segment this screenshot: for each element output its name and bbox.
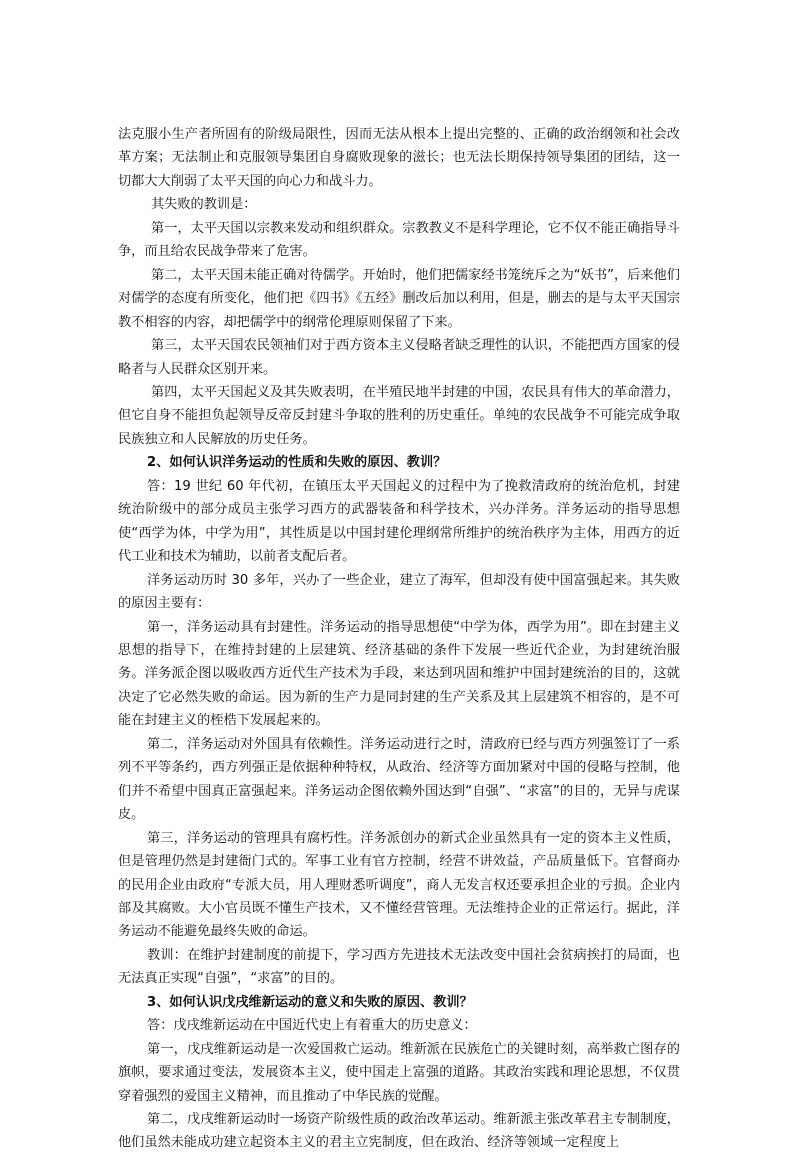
paragraph-failure-intro: 洋务运动历时 30 多年，兴办了一些企业，建立了海军，但却没有使中国富强起来。其失败的原因主要有： bbox=[118, 572, 680, 612]
paragraph-significance-1: 第一，戊戌维新运动是一次爱国救亡运动。维新派在民族危亡的关键时刻，高举救亡图存的旗帜，要求通过变法，发展资本主义，使中国走上富强的道路。其政治实践和理论思想，不仅贯穿着强烈的爱国主义精神，而且推动了中华民族的觉醒。 bbox=[118, 1041, 680, 1104]
paragraph-lesson-1: 第一，太平天国以宗教来发动和组织群众。宗教教义不是科学理论，它不仅不能正确指导斗争，而且给农民战争带来了危害。 bbox=[118, 220, 680, 260]
paragraph-failure-3: 第三，洋务运动的管理具有腐朽性。洋务派创办的新式企业虽然具有一定的资本主义性质，但是管理仍然是封建衙门式的。军事工业有官方控制，经营不讲效益，产品质量低下。官督商办的民用企业由政府“专派大员，用人理财悉听调度”，商人无发言权还要承担企业的亏损。企业内部及其腐败。大小官员既不懂生产技术，又不懂经营管理。无法维持企业的正常运行。据此，洋务运动不能避免最终失败的命运。 bbox=[118, 830, 680, 940]
document-page bbox=[118, 123, 680, 1155]
question-heading-3: 3、如何认识戊戌维新运动的意义和失败的原因、教训？ bbox=[147, 994, 473, 1010]
paragraph-lesson-4: 第四，太平天国起义及其失败表明，在半殖民地半封建的中国，农民具有伟大的革命潜力，但它自身不能担负起领导反帝反封建斗争取的胜利的历史重任。单纯的农民战争不可能完成争取民族独立和人民解放的历史任务。 bbox=[118, 384, 680, 447]
paragraph-significance-2: 第二，戊戌维新运动时一场资产阶级性质的政治改革运动。维新派主张改革君主专制制度，他们虽然未能成功建立起资本主义的君主立宪制度，但在政治、经济等领域一定程度上 bbox=[118, 1112, 680, 1151]
question-heading-2: 2、如何认识洋务运动的性质和失败的原因、教训？ bbox=[147, 455, 447, 471]
paragraph-failure-1: 第一，洋务运动具有封建性。洋务运动的指导思想使“中学为体，西学为用”。即在封建主义思想的指导下，在维持封建的上层建筑、经济基础的条件下发展一些近代企业，为封建统治服务。洋务派企图以吸收西方近代生产技术为手段，来达到巩固和维护中国封建统治的目的，这就决定了它必然失败的命运。因为新的生产力是同封建的生产关系及其上层建筑不相容的，是不可能在封建主义的桎梏下发展起来的。 bbox=[118, 619, 680, 729]
paragraph-answer-2: 答：19 世纪 60 年代初，在镇压太平天国起义的过程中为了挽救清政府的统治危机，封建统治阶级中的部分成员主张学习西方的武器装备和科学技术，兴办洋务。洋务运动的指导思想使“西学为体，中学为用”，其性质是以中国封建伦理纲常所维护的统治秩序为主体，用西方的近代工业和技术为辅助，以前者支配后者。 bbox=[118, 478, 680, 565]
paragraph-lessons-intro: 其失败的教训是： bbox=[151, 197, 257, 213]
paragraph-lesson-summary: 教训：在维护封建制度的前提下，学习西方先进技术无法改变中国社会贫病挨打的局面，也无法真正实现“自强”，“求富”的目的。 bbox=[118, 947, 680, 987]
paragraph-lesson-2: 第二，太平天国未能正确对待儒学。开始时，他们把儒家经书笼统斥之为“妖书”，后来他们对儒学的态度有所变化，他们把《四书》《五经》删改后加以利用，但是，删去的是与太平天国宗教不相容的内容，却把儒学中的纲常伦理原则保留了下来。 bbox=[118, 267, 680, 330]
paragraph-answer-3: 答：戊戌维新运动在中国近代史上有着重大的历史意义： bbox=[147, 1018, 477, 1034]
paragraph-lesson-3: 第三，太平天国农民领袖们对于西方资本主义侵略者缺乏理性的认识，不能把西方国家的侵略者与人民群众区别开来。 bbox=[118, 338, 680, 377]
paragraph-failure-2: 第二，洋务运动对外国具有依赖性。洋务运动进行之时，清政府已经与西方列强签订了一系列不平等条约，西方列强正是依据种种特权，从政治、经济等方面加紧对中国的侵略与控制，他们并不希望中国真正富强起来。洋务运动企图依赖外国达到“自强”、“求富”的目的，无异与虎谋皮。 bbox=[118, 736, 680, 823]
paragraph-1: 法克服小生产者所固有的阶级局限性，因而无法从根本上提出完整的、正确的政治纲领和社会改革方案；无法制止和克服领导集团自身腐败现象的滋长；也无法长期保持领导集团的团结，这一切都大大削弱了太平天国的向心力和战斗力。 bbox=[118, 127, 680, 189]
